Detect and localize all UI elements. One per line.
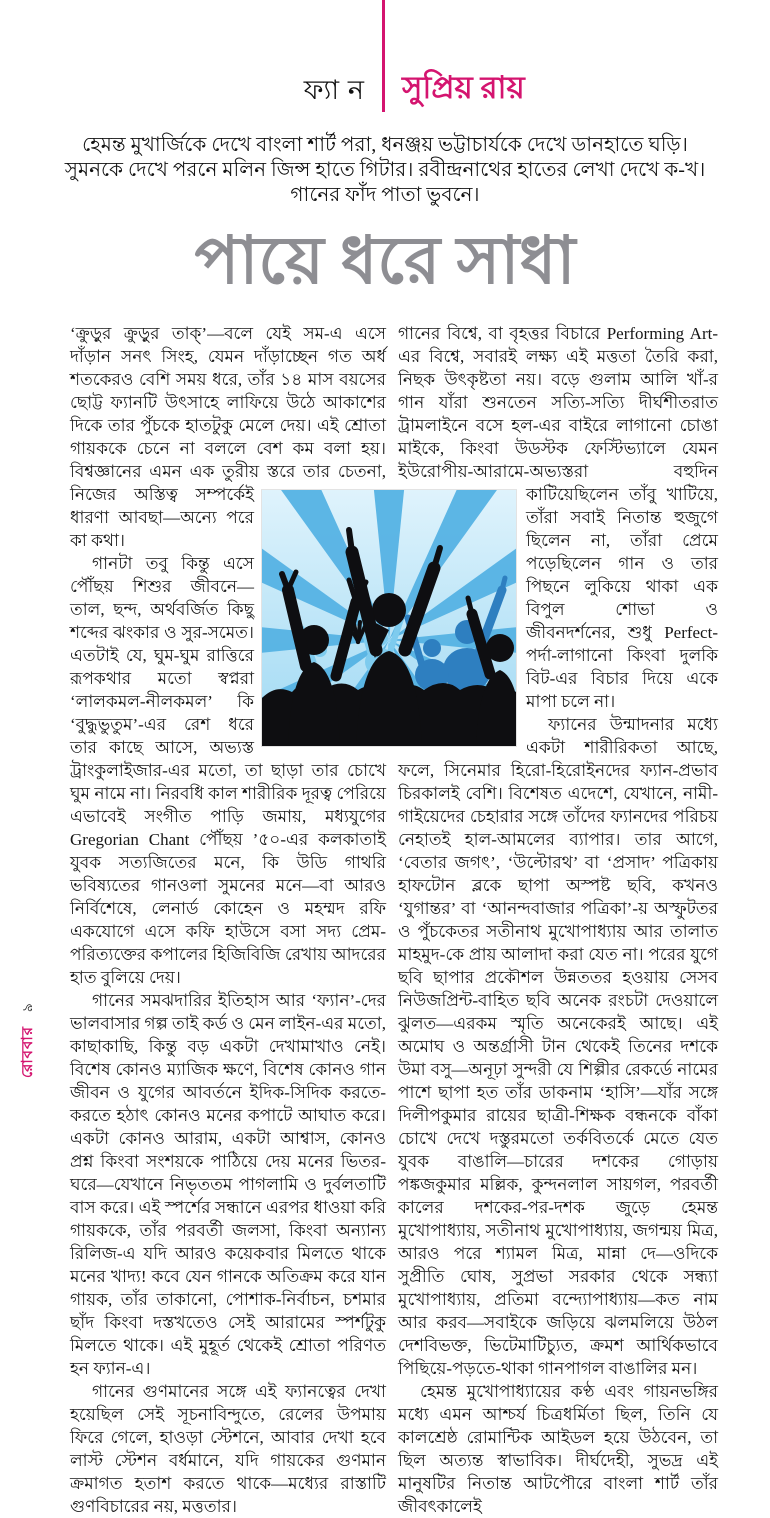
lead-paragraph [55,133,715,208]
author-name: সুপ্রিয় রায় [402,70,525,105]
concert-crowd-photo [261,489,517,747]
page-folio [16,1003,41,1078]
article-headline: পায়ে ধরে সাধা [194,225,576,298]
lead-line: সুমনকে দেখে পরনে মলিন জিন্স হাতে গিটার। রবীন্দ্রনাথের হাতের লেখা দেখে ক-খ। [64,159,706,181]
paragraph: গানটা তবু কিন্তু এসে পৌঁছয় শিশুর জীবনে—তাল, ছন্দ, অর্থবর্জিত কিছু শব্দের ঝংকার ও সুর-সমেত। এতটাই যে, ঘুম-ঘুম রাত্তিরে রূপকথার মতো স্বপ্নরা ‘লালকমল-নীলকমল’ কি ‘বুদ্ধুভুতুম’-এর রেশ ধরে তার কাছে আসে, অভ্যস্ত ট্রাংকুলাইজার-এর মতো, তা ছাড়া তার চোখে ঘুম নামে না। নিরবধি কাল শারীরিক দূরত্ব পেরিয়ে এভাবেই সংগীত পাড়ি জমায়, মধ্যযুগের Gregorian Chant পৌঁছয় ’৫০-এর কলকাতাই যুবক সত্যজিতের মনে, কি উডি গাথরি ভবিষ্যতের গানওলা সুমনের মনে—বা আরও নির্বিশেষে, লেনার্ড কোহেন ও মহম্মদ রফি একযোগে এসে কফি হাউসে বসা সদ্য প্রেম-পরিত্যক্তের কপালের হিজিবিজি রেখায় আদরের হাত বুলিয়ে দেয়। [70,554,386,987]
section-kicker: ফ্যা ন [303,75,365,105]
magazine-name: রোববার [20,1026,36,1078]
paragraph: গানের বিশ্বে, বা বৃহত্তর বিচারে Performing Art-এর বিশ্বে, সবারই লক্ষ্য এই মত্ততা তৈরি করা, নিছক উৎকৃষ্টতা নয়। বড়ে গুলাম আলি খাঁ-র গান যাঁরা শুনতেন সত্যি-সত্যি দীর্ঘশীতরাত ট্রামলাইনে বসে হল-এর বাইরে লাগানো চোঙা মাইকে, কিংবা উডস্টক ফেস্টিভ্যালে যেমন ইউরোপীয়-আরামে-অভ্যস্তরা বহুদিন কাটিয়েছিলেন তাঁবু খাটিয়ে, তাঁরা সবাই নিতান্ত হুজুগে ছিলেন না, তাঁরা প্রেমে পড়েছিলেন গান ও তার পিছনে লুকিয়ে থাকা এক বিপুল শোভা ও জীবনদর্শনের, শুধু Perfect-পর্দা-লাগানো কিংবা দুলকি বিট-এর বিচার দিয়ে একে মাপা চলে না। [398,324,718,711]
paragraph: হেমন্ত মুখোপাধ্যায়ের কণ্ঠ এবং গায়নভঙ্গির মধ্যে এমন আশ্চর্য চিত্রধর্মিতা ছিল, তিনি যে কালশ্রেষ্ঠ রোমান্টিক আইডল হয়ে উঠবেন, তা ছিল অত্যন্ত স্বাভাবিক। দীর্ঘদেহী, সুভদ্র এই মানুষটির নিতান্ত আটপৌরে বাংলা শার্ট তাঁর জীবৎকালেই [398,1382,718,1516]
paragraph: ফ্যানের উন্মাদনার মধ্যে একটা শারীরিকতা আছে, ফলে, সিনেমার হিরো-হিরোইনদের ফ্যান-প্রভাব চিরকালই বেশি। বিশেষত এদেশে, যেখানে, নামী-গাইয়েদের চেহারার সঙ্গে তাঁদের ফ্যানদের পরিচয় নেহাতই হাল-আমলের ব্যাপার। তার আগে, ‘বেতার জগৎ’, ‘উল্টোরথ’ বা ‘প্রসাদ’ পত্রিকায় হাফটোন ব্লকে ছাপা অস্পষ্ট ছবি, কখনও ‘যুগান্তর’ বা ‘আনন্দবাজার পত্রিকা’-য় অস্ফুটতর ও পুঁচকেতর সতীনাথ মুখোপাধ্যায় আর তালাত মাহমুদ-কে প্রায় আলাদা করা যেত না। পরের যুগে ছবি ছাপার প্রকৌশল উন্নততর হওয়ায় সেসব নিউজপ্রিন্ট-বাহিত ছবি অনেক রংচটা দেওয়ালে ঝুলত—এরকম স্মৃতি অনেকেরই আছে। এই অমোঘ ও অন্তর্গ্রাসী টান থেকেই তিনের দশকে উমা বসু—অনূঢ়া সুন্দরী যে শিল্পীর রেকর্ডে নামের পাশে ছাপা হত তাঁর ডাকনাম ‘হাসি’—যাঁর সঙ্গে দিলীপকুমার রায়ের ছাত্রী-শিক্ষক বন্ধনকে বাঁকা চোখে দেখে দস্তুরমতো তর্কবিতর্কে মেতে যেত যুবক বাঙালি—চারের দশকের গোড়ায় পঙ্কজকুমার মল্লিক, কুন্দনলাল সায়গল, পরবর্তী কালের দশকের-পর-দশক জুড়ে হেমন্ত মুখোপাধ্যায়, সতীনাথ মুখোপাধ্যায়, জগন্ময় মিত্র, আরও পরে শ্যামল মিত্র, মান্না দে—ওদিকে সুপ্রীতি ঘোষ, সুপ্রভা সরকার থেকে সন্ধ্যা মুখোপাধ্যায়, প্রতিমা বন্দ্যোপাধ্যায়—কত নাম আর করব—সবাইকে জড়িয়ে ঝলমলিয়ে উঠল দেশবিভক্ত, ভিটেমাটিচ্যুত, ক্রমশ আর্থিকভাবে পিছিয়ে-পড়তে-থাকা গানপাগল বাঙালির মন। [398,715,718,1378]
crowd-silhouette-graphic [262,490,516,746]
header-divider-line [382,0,385,112]
paragraph: গানের সমঝদারির ইতিহাস আর ‘ফ্যান’-দের ভালবাসার গল্প তাই কর্ড ও মেন লাইন-এর মতো, কাছাকাছি, কিন্তু বড় একটা দেখামাখাও নেই। বিশেষ কোনও ম্যাজিক ক্ষণে, বিশেষ কোনও গান জীবন ও যুগের আবর্তনে ইদিক-সিদিক করতে-করতে হঠাৎ কোনও মনের কপাটে আঘাত করে। একটা কোনও আরাম, একটা আশ্বাস, কোনও প্রশ্ন কিংবা সংশয়কে পাঠিয়ে দেয় মনের ভিতর-ঘরে—যেখানে নিভৃততম পাগলামি ও দুর্বলতাটি বাস করে। এই স্পর্শের সন্ধানে এরপর ধাওয়া করি গায়ককে, তাঁর পরবর্তী জলসা, কিংবা অন্যান্য রিলিজ-এ যদি আরও কয়েকবার মিলতে থাকে মনের খাদ্য! কবে যেন গানকে অতিক্রম করে যান গায়ক, তাঁর তাকানো, পোশাক-নির্বাচন, চশমার ছাঁদ কিংবা দস্তখতেও সেই আরামের স্পর্শটুকু মিলতে থাকে। এই মুহূর্ত থেকেই শ্রোতা পরিণত হন ফ্যান-এ। [70,991,386,1378]
page-number: ৯ [21,1003,36,1013]
paragraph: ‘ক্রুড়ুর ক্রুড়ুর তাক্‌’—বলে যেই সম-এ এসে দাঁড়ান সনৎ সিংহ, যেমন দাঁড়াচ্ছেন গত অর্ধ শতকেরও বেশি সময় ধরে, তাঁর ১৪ মাস বয়সের ছোট্ট ফ্যানটি উৎসাহে লাফিয়ে উঠে আকাশের দিকে তার পুঁচকে হাতটুকু মেলে দেয়। এই শ্রোতা গায়ককে চেনে না বললে বেশ কম বলা হয়। বিশ্বজ্ঞানের এমন এক তুরীয় স্তরে তার চেতনা, নিজের অস্তিত্ব সম্পর্কেই ধারণা আবছা—অন্যে পরে কা কথা। [70,324,386,550]
lead-line: হেমন্ত মুখার্জিকে দেখে বাংলা শার্ট পরা, ধনঞ্জয় ভট্টাচার্যকে দেখে ডানহাতে ঘড়ি। [82,134,688,156]
lead-line: গানের ফাঁদ পাতা ভুবনে। [290,184,480,206]
paragraph: গানের গুণমানের সঙ্গে এই ফ্যানত্বের দেখা হয়েছিল সেই সূচনাবিন্দুতে, রেলের উপমায় ফিরে গেলে, হাওড়া স্টেশনে, আবার দেখা হবে লাস্ট স্টেশন বর্ধমানে, যদি গায়কের গুণমান ক্রমাগত হতাশ করতে থাকে—মধ্যের রাস্তাটি গুণবিচারের নয়, মত্ততার। [70,1382,386,1516]
